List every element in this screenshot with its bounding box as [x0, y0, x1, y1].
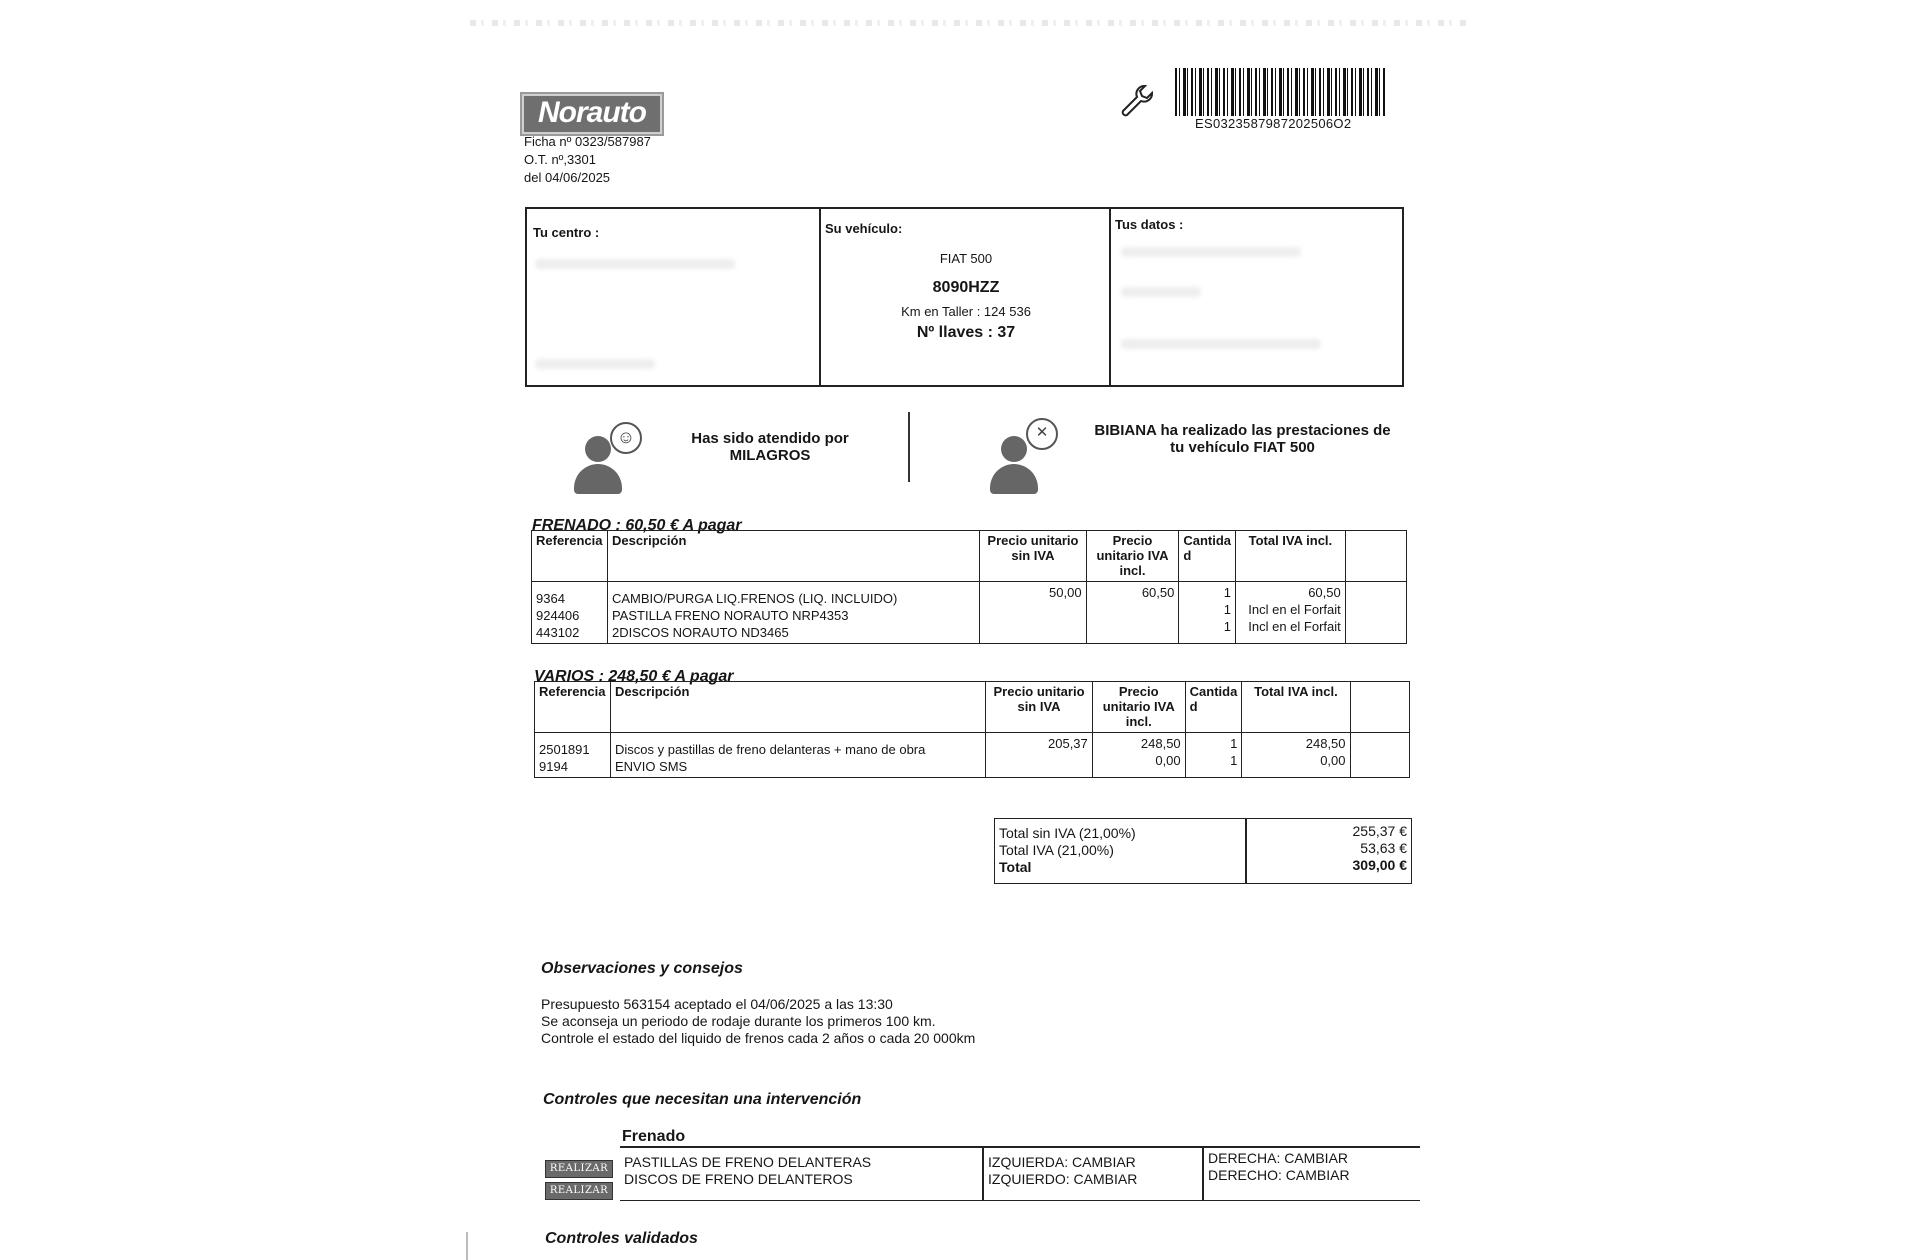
col-extra: [1350, 682, 1409, 733]
totals-values: [1353, 823, 1408, 874]
col-descripcion: Descripción: [607, 531, 979, 582]
barcode-number: ES0323587987202506O2: [1195, 116, 1352, 131]
table-cell: 60,50: [1141, 585, 1175, 600]
col-cantidad: Cantida d: [1185, 682, 1242, 733]
table-cell: 1: [1223, 602, 1232, 617]
col-precio-iva: Precio unitario IVA incl.: [1092, 682, 1185, 733]
frenado-descs: [607, 582, 979, 644]
table-cell: 1: [1223, 619, 1232, 634]
info-box: [525, 207, 1404, 387]
table-cell: 2501891: [539, 742, 590, 757]
ot-number: O.T. nº,3301: [524, 152, 596, 167]
varios-sin-iva: [986, 733, 1092, 778]
table-cell: 0,00: [1320, 753, 1346, 768]
redacted-text: [535, 359, 655, 369]
avatar-head: [1001, 436, 1027, 462]
controles-box: [620, 1146, 1420, 1201]
frenado-refs: [532, 582, 608, 644]
prestaciones-line2: tu vehículo FIAT 500: [1170, 439, 1315, 456]
controles-title: Controles que necesitan una intervención: [543, 1091, 862, 1108]
frenado-header-row: [532, 531, 1407, 582]
avatar-body: [990, 464, 1038, 494]
col-extra: [1345, 531, 1406, 582]
table-cell: Incl en el Forfait: [1248, 619, 1341, 634]
redacted-text: [1121, 287, 1201, 297]
col-precio-sin-iva: Precio unitario sin IVA: [980, 531, 1086, 582]
ficha-number: Ficha nº 0323/587987: [524, 134, 651, 149]
control-right-status: DERECHO: CAMBIAR: [1208, 1167, 1350, 1183]
realizar-badge: REALIZAR: [545, 1182, 613, 1200]
varios-qty: [1185, 733, 1242, 778]
redacted-text: [1121, 339, 1321, 349]
table-cell: CAMBIO/PURGA LIQ.FRENOS (LIQ. INCLUIDO): [611, 591, 898, 606]
table-cell: 443102: [536, 625, 580, 640]
col-descripcion: Descripción: [610, 682, 985, 733]
col-referencia: Referencia: [535, 682, 611, 733]
prestaciones-text: [1080, 422, 1405, 456]
frenado-body-row: [532, 582, 1407, 644]
redacted-text: [535, 259, 735, 269]
table-cell: 0,00: [1155, 753, 1181, 768]
col-total: Total IVA incl.: [1242, 682, 1350, 733]
control-item: DISCOS DE FRENO DELANTEROS: [624, 1171, 853, 1187]
varios-header-row: [535, 682, 1410, 733]
document-date: del 04/06/2025: [524, 170, 611, 185]
table-cell: 924406: [536, 608, 580, 623]
controles-left: [988, 1154, 1137, 1188]
table-cell: Incl en el Forfait: [1248, 602, 1341, 617]
observacion-line: Controle el estado del liquido de frenos cada 2 años o cada 20 000km: [541, 1030, 976, 1046]
redacted-text: [1121, 247, 1301, 257]
vehicle-model: FIAT 500: [939, 251, 993, 266]
barcode: [1175, 68, 1387, 116]
table-cell: ENVIO SMS: [614, 759, 688, 774]
col-precio-sin-iva: Precio unitario sin IVA: [986, 682, 1092, 733]
controles-group: Frenado: [622, 1128, 686, 1145]
atendido-line2: MILAGROS: [729, 447, 811, 464]
centro-label: Tu centro :: [533, 225, 600, 240]
controles-divider: [1202, 1148, 1204, 1200]
varios-refs: [535, 733, 611, 778]
table-cell: 205,37: [1048, 736, 1088, 751]
datos-label: Tus datos :: [1115, 217, 1184, 232]
total-value: 309,00 €: [1352, 857, 1407, 873]
table-cell: 9364: [536, 591, 565, 606]
varios-title: VARIOS : 248,50 € A pagar: [534, 668, 734, 685]
atendido-line1: Has sido atendido por: [691, 430, 849, 447]
total-iva-label: Total IVA (21,00%): [999, 842, 1114, 858]
keys-count: Nº llaves : 37: [916, 324, 1016, 341]
atendido-text: [650, 430, 890, 464]
table-cell: 248,50: [1305, 736, 1346, 751]
frenado-extra: [1345, 582, 1406, 644]
attendance-divider: [908, 412, 910, 482]
wrench-icon: [1117, 82, 1155, 120]
vehiculo-column: [819, 209, 1111, 385]
table-cell: PASTILLA FRENO NORAUTO NRP4353: [611, 608, 849, 623]
totals-box: [994, 818, 1412, 884]
table-cell: 1: [1230, 736, 1238, 751]
table-cell: 1: [1223, 585, 1232, 600]
frenado-con-iva: [1086, 582, 1179, 644]
table-cell: 1: [1230, 753, 1238, 768]
table-cell: 248,50: [1140, 736, 1181, 751]
centro-column: [527, 209, 819, 385]
col-precio-iva: Precio unitario IVA incl.: [1086, 531, 1179, 582]
scan-edge: [466, 1232, 468, 1260]
varios-body-row: [535, 733, 1410, 778]
frenado-title: FRENADO : 60,50 € A pagar: [532, 517, 742, 534]
frenado-total: [1236, 582, 1346, 644]
col-cantidad: Cantida d: [1179, 531, 1236, 582]
varios-table: [534, 681, 1410, 778]
observacion-line: Presupuesto 563154 aceptado el 04/06/2025 a las 13:30: [541, 996, 893, 1012]
control-left-status: IZQUIERDA: CAMBIAR: [988, 1154, 1136, 1170]
datos-column: [1109, 209, 1402, 385]
tools-icon: ✕: [1026, 418, 1058, 450]
frenado-sin-iva: [980, 582, 1086, 644]
observaciones-text: [541, 996, 975, 1047]
control-right-status: DERECHA: CAMBIAR: [1208, 1150, 1349, 1166]
table-cell: 9194: [539, 759, 568, 774]
total-sin-iva-label: Total sin IVA (21,00%): [999, 825, 1136, 841]
license-plate: 8090HZZ: [932, 279, 1000, 296]
scan-noise: [470, 20, 1470, 26]
control-left-status: IZQUIERDO: CAMBIAR: [988, 1171, 1138, 1187]
controles-items: [624, 1154, 871, 1188]
varios-descs: [610, 733, 985, 778]
totals-labels: [999, 825, 1136, 876]
varios-total: [1242, 733, 1350, 778]
col-total: Total IVA incl.: [1236, 531, 1346, 582]
observaciones-title: Observaciones y consejos: [541, 960, 743, 977]
table-cell: 60,50: [1308, 585, 1341, 600]
avatar-body: [574, 464, 622, 494]
table-cell: 2DISCOS NORAUTO ND3465: [611, 625, 789, 640]
vehiculo-label: Su vehículo:: [825, 221, 903, 236]
norauto-logo: Norauto: [520, 92, 664, 136]
table-cell: Discos y pastillas de freno delanteras + mano de obra: [614, 742, 926, 757]
km-reading: Km en Taller : 124 536: [901, 304, 1031, 319]
controles-divider: [982, 1148, 984, 1200]
total-sin-iva-value: 255,37 €: [1352, 823, 1407, 839]
smile-icon: ☺: [610, 422, 642, 454]
varios-extra: [1350, 733, 1409, 778]
avatar-head: [585, 436, 611, 462]
totals-divider: [1245, 819, 1247, 883]
table-cell: 50,00: [1049, 585, 1082, 600]
observacion-line: Se aconseja un periodo de rodaje durante los primeros 100 km.: [541, 1013, 936, 1029]
frenado-qty: [1179, 582, 1236, 644]
control-item: PASTILLAS DE FRENO DELANTERAS: [624, 1154, 872, 1170]
col-referencia: Referencia: [532, 531, 608, 582]
total-label: Total: [999, 859, 1032, 875]
prestaciones-line1: BIBIANA ha realizado las prestaciones de: [1094, 422, 1391, 439]
controles-right: [1208, 1150, 1350, 1184]
realizar-badge: REALIZAR: [545, 1160, 613, 1178]
frenado-table: [531, 530, 1407, 644]
total-iva-value: 53,63 €: [1360, 840, 1407, 856]
validados-title: Controles validados: [545, 1230, 698, 1247]
varios-con-iva: [1092, 733, 1185, 778]
